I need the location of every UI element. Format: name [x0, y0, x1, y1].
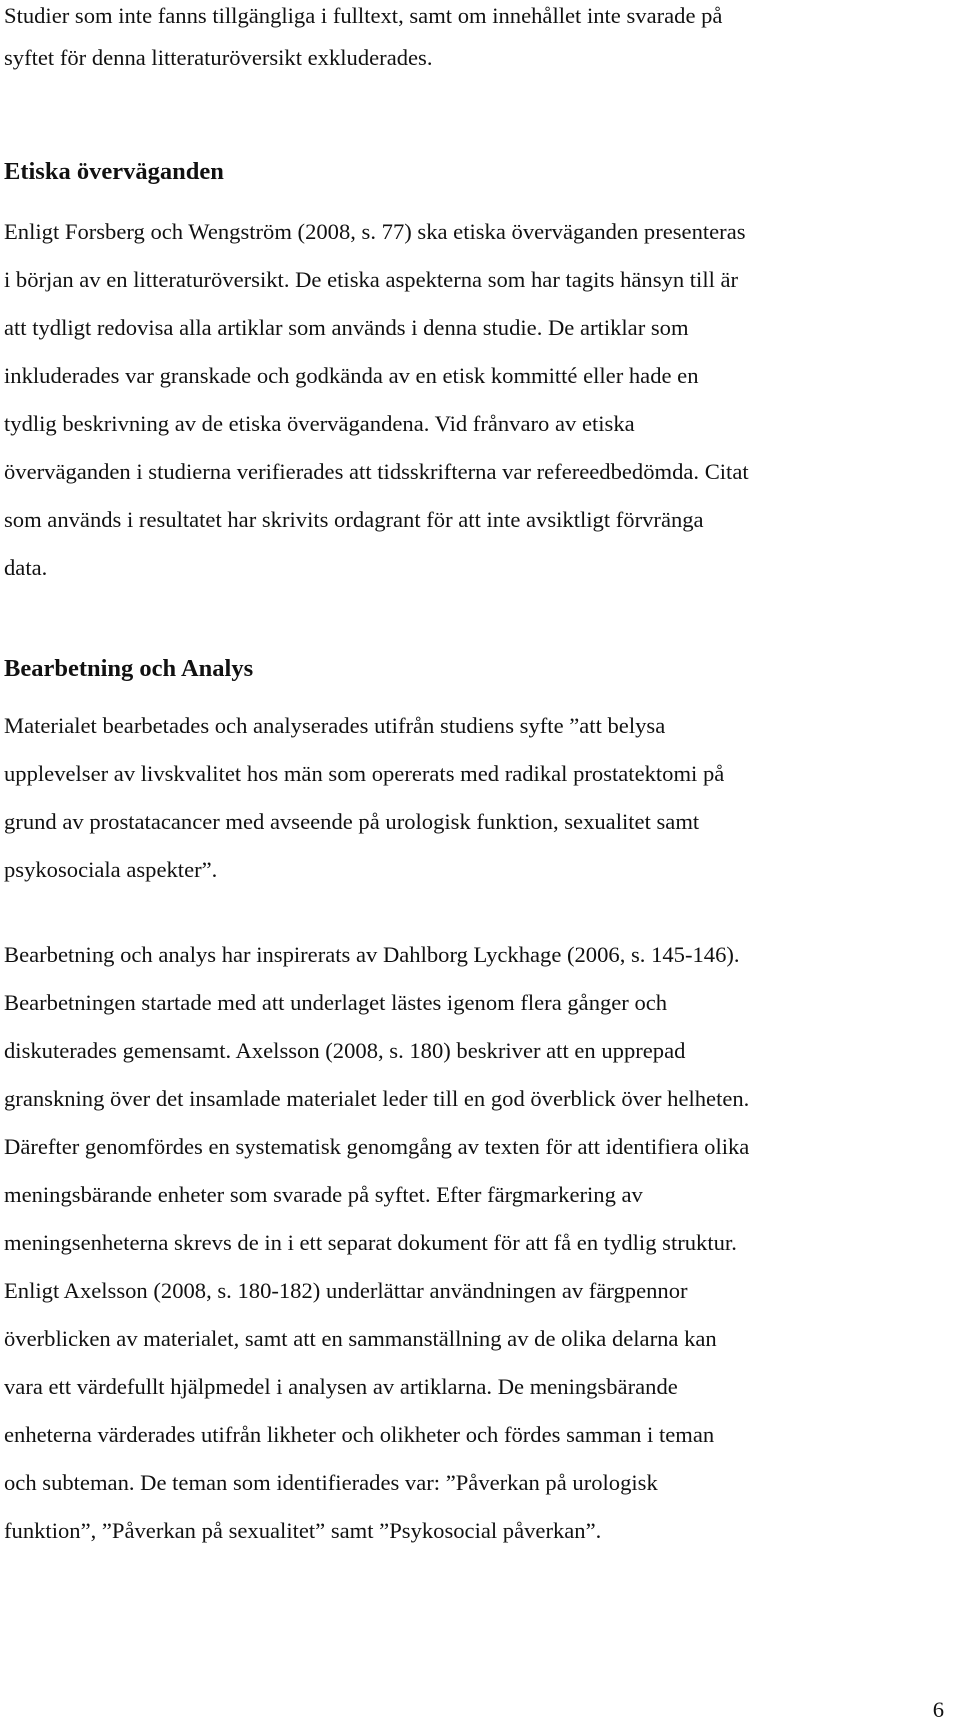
analysis-p1-line: grund av prostatacancer med avseende på urologisk funktion, sexualitet samt: [4, 809, 700, 834]
ethics-line: Enligt Forsberg och Wengström (2008, s. 77) ska etiska överväganden presenteras: [4, 219, 746, 244]
ethics-line: som används i resultatet har skrivits ordagrant för att inte avsiktligt förvränga: [4, 507, 704, 532]
ethics-line: att tydligt redovisa alla artiklar som används i denna studie. De artiklar som: [4, 315, 689, 340]
ethics-line: i början av en litteraturöversikt. De etiska aspekterna som har tagits hänsyn till är: [4, 267, 739, 292]
analysis-p2-line: och subteman. De teman som identifierades var: ”Påverkan på urologisk: [4, 1470, 658, 1495]
analysis-p1-line: upplevelser av livskvalitet hos män som opererats med radikal prostatektomi på: [4, 761, 725, 786]
analysis-p2-line: Bearbetning och analys har inspirerats av Dahlborg Lyckhage (2006, s. 145-146).: [4, 942, 740, 967]
analysis-p2-line: vara ett värdefullt hjälpmedel i analysen av artiklarna. De meningsbärande: [4, 1374, 678, 1399]
analysis-p1-line: Materialet bearbetades och analyserades utifrån studiens syfte ”att belysa: [4, 713, 666, 738]
page-number: 6: [932, 1697, 944, 1722]
ethics-line: tydlig beskrivning av de etiska övervägandena. Vid frånvaro av etiska: [4, 411, 635, 436]
analysis-p2-line: granskning över det insamlade materialet leder till en god överblick över helheten.: [4, 1086, 750, 1111]
analysis-p2-line: funktion”, ”Påverkan på sexualitet” samt ”Psykosocial påverkan”.: [4, 1518, 602, 1543]
analysis-p2-line: överblicken av materialet, samt att en sammanställning av de olika delarna kan: [4, 1326, 717, 1351]
ethics-line: data.: [4, 555, 48, 580]
analysis-p2-line: meningsenheterna skrevs de in i ett separat dokument för att få en tydlig struktur.: [4, 1230, 737, 1255]
analysis-p2-line: Därefter genomfördes en systematisk genomgång av texten för att identifiera olika: [4, 1134, 750, 1159]
analysis-p2-line: enheterna värderades utifrån likheter och olikheter och fördes samman i teman: [4, 1422, 715, 1447]
ethics-line: inkluderades var granskade och godkända av en etisk kommitté eller hade en: [4, 363, 699, 388]
analysis-p2-line: diskuterades gemensamt. Axelsson (2008, s. 180) beskriver att en upprepad: [4, 1038, 686, 1063]
analysis-p1-line: psykosociala aspekter”.: [4, 857, 218, 882]
analysis-p2-line: Enligt Axelsson (2008, s. 180-182) underlättar användningen av färgpennor: [4, 1278, 688, 1303]
analysis-heading: Bearbetning och Analys: [4, 655, 254, 682]
intro-line: syftet för denna litteraturöversikt exkluderades.: [4, 45, 433, 70]
analysis-p2-line: Bearbetningen startade med att underlaget lästes igenom flera gånger och: [4, 990, 668, 1015]
ethics-heading: Etiska överväganden: [4, 158, 224, 185]
ethics-line: överväganden i studierna verifierades att tidsskrifterna var refereedbedömda. Citat: [4, 459, 749, 484]
intro-line: Studier som inte fanns tillgängliga i fulltext, samt om innehållet inte svarade på: [4, 3, 723, 28]
analysis-p2-line: meningsbärande enheter som svarade på syftet. Efter färgmarkering av: [4, 1182, 643, 1207]
